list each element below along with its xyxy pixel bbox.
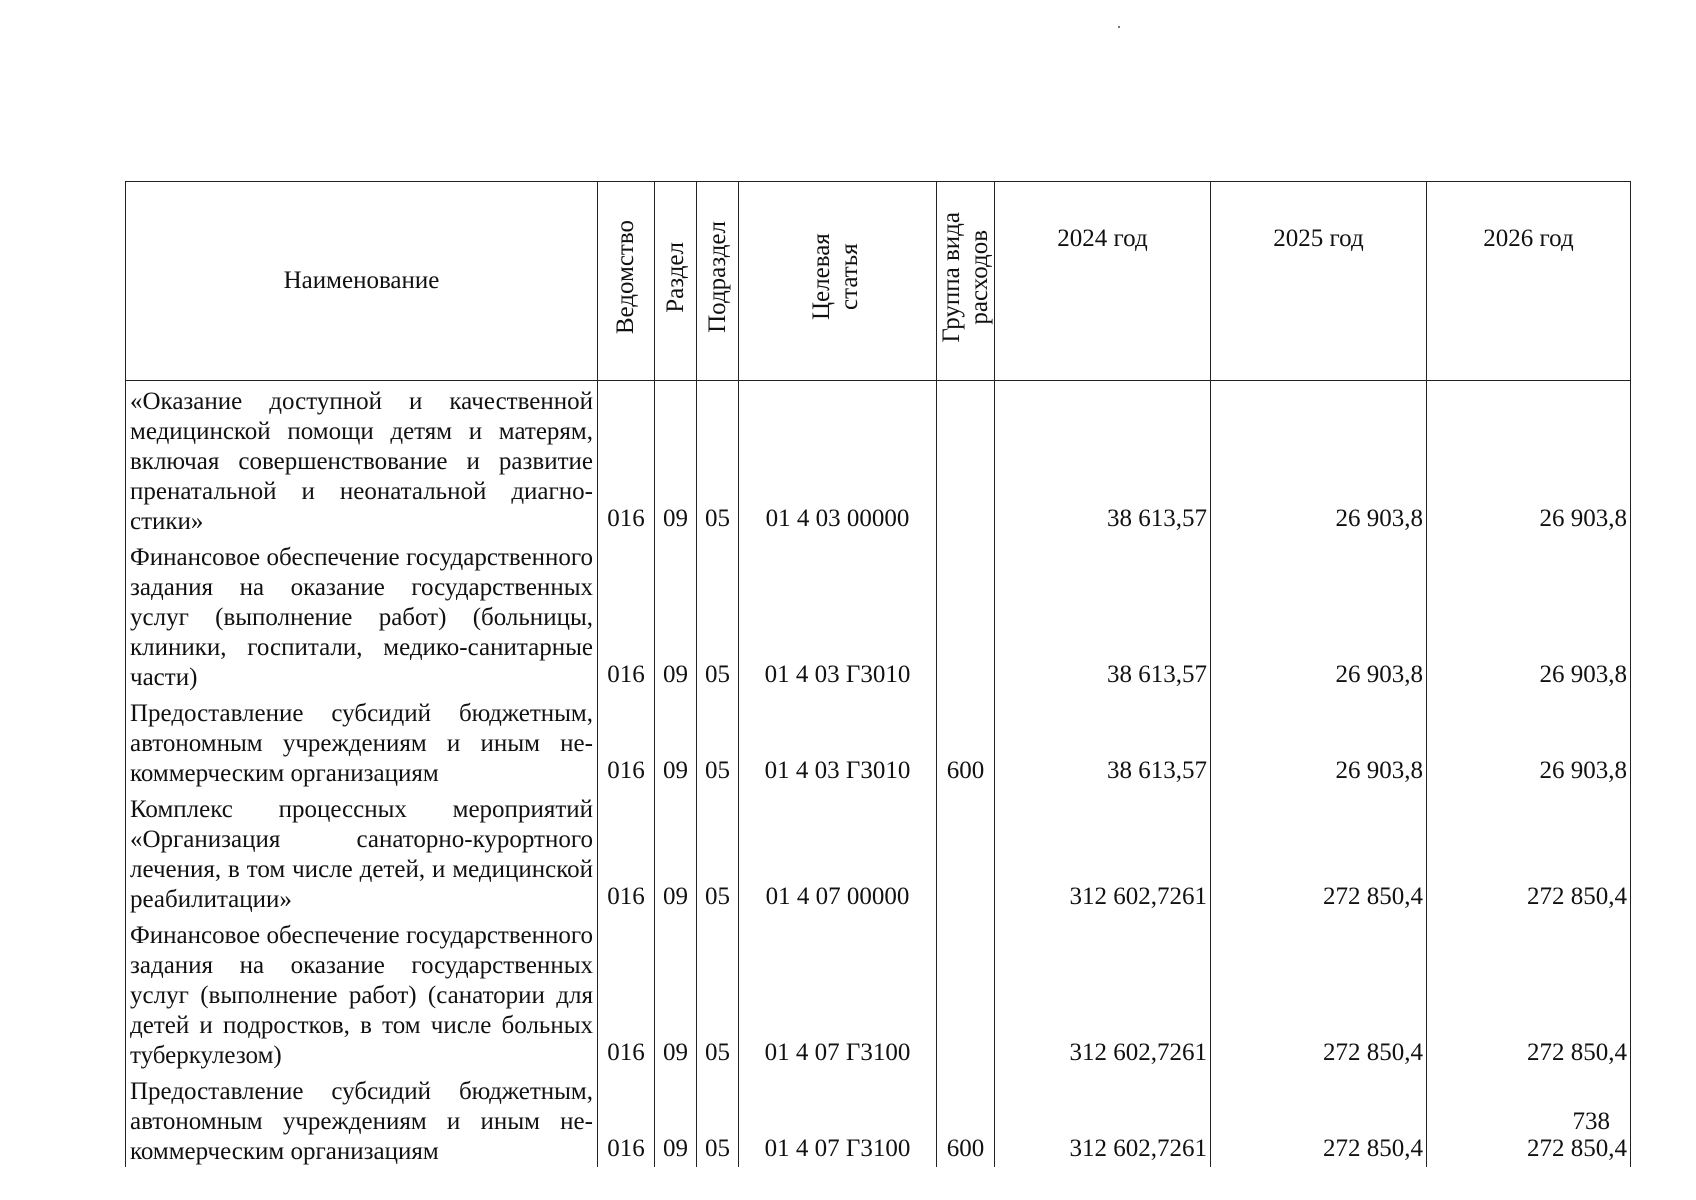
table-row xyxy=(126,693,1631,789)
header-section: Раздел xyxy=(655,182,697,381)
table-row xyxy=(126,537,1631,693)
row-amount-2026: 26 903,8 xyxy=(1427,537,1631,693)
row-department: 016 xyxy=(598,537,655,693)
row-target-article: 01 4 07 00000 xyxy=(739,789,937,915)
row-subsection: 05 xyxy=(697,789,739,915)
page-number: 738 xyxy=(1572,1108,1610,1135)
row-amount-2024: 38 613,57 xyxy=(995,381,1211,538)
header-year-2025: 2025 год xyxy=(1211,182,1427,381)
row-target-article: 01 4 03 Г3010 xyxy=(739,693,937,789)
header-year-2024: 2024 год xyxy=(995,182,1211,381)
row-target-article: 01 4 03 Г3010 xyxy=(739,537,937,693)
budget-table xyxy=(125,181,1631,1167)
row-amount-2024: 312 602,7261 xyxy=(995,1071,1211,1167)
row-amount-2025: 272 850,4 xyxy=(1211,789,1427,915)
row-section: 09 xyxy=(655,1071,697,1167)
header-expense-group: Группа вида расходов xyxy=(937,182,995,381)
row-section: 09 xyxy=(655,693,697,789)
header-name: Наименование xyxy=(126,182,598,381)
table-row xyxy=(126,915,1631,1071)
row-amount-2025: 26 903,8 xyxy=(1211,693,1427,789)
row-subsection: 05 xyxy=(697,915,739,1071)
row-department: 016 xyxy=(598,789,655,915)
header-year-2026: 2026 год xyxy=(1427,182,1631,381)
row-amount-2025: 26 903,8 xyxy=(1211,537,1427,693)
row-section: 09 xyxy=(655,381,697,538)
row-amount-2026: 26 903,8 xyxy=(1427,693,1631,789)
row-name: Финансовое обеспечение государственного задания на оказание государственных услуг (выполнение работ) (санатории для детей и подростков, в том числе больных туберкулезом) xyxy=(126,915,598,1071)
row-subsection: 05 xyxy=(697,1071,739,1167)
row-expense-group: 600 xyxy=(937,693,995,789)
row-amount-2026: 272 850,4 xyxy=(1427,915,1631,1071)
row-expense-group xyxy=(937,537,995,693)
row-target-article: 01 4 03 00000 xyxy=(739,381,937,538)
row-amount-2026: 272 850,4 xyxy=(1427,1071,1631,1167)
row-subsection: 05 xyxy=(697,381,739,538)
row-name: Комплекс процессных мероприятий «Организация санаторно-курортного лечения, в том числе детей, и медицинской реабилитации» xyxy=(126,789,598,915)
row-amount-2024: 312 602,7261 xyxy=(995,915,1211,1071)
row-name: Предоставление субсидий бюджетным, автономным учреждениям и иным некоммерческим организациям xyxy=(126,1071,598,1167)
table-header xyxy=(126,182,1631,381)
row-name: Финансовое обеспечение государственного задания на оказание государственных услуг (выполнение работ) (больницы, клиники, госпитали, медико-санитарные части) xyxy=(126,537,598,693)
row-amount-2024: 312 602,7261 xyxy=(995,789,1211,915)
row-expense-group xyxy=(937,381,995,538)
row-amount-2026: 272 850,4 xyxy=(1427,789,1631,915)
row-expense-group xyxy=(937,789,995,915)
header-department: Ведомство xyxy=(598,182,655,381)
row-amount-2025: 272 850,4 xyxy=(1211,1071,1427,1167)
table-row xyxy=(126,789,1631,915)
table-body xyxy=(126,381,1631,1168)
row-section: 09 xyxy=(655,537,697,693)
row-section: 09 xyxy=(655,789,697,915)
row-amount-2025: 26 903,8 xyxy=(1211,381,1427,538)
table-row xyxy=(126,1071,1631,1167)
header-subsection: Подраздел xyxy=(697,182,739,381)
row-name: Предоставление субсидий бюджетным, автономным учреждениям и иным некоммерческим организациям xyxy=(126,693,598,789)
row-subsection: 05 xyxy=(697,693,739,789)
row-subsection: 05 xyxy=(697,537,739,693)
scan-speck xyxy=(1118,26,1120,28)
row-target-article: 01 4 07 Г3100 xyxy=(739,1071,937,1167)
row-amount-2025: 272 850,4 xyxy=(1211,915,1427,1071)
row-section: 09 xyxy=(655,915,697,1071)
row-department: 016 xyxy=(598,1071,655,1167)
header-target-article: Целевая статья xyxy=(739,182,937,381)
row-target-article: 01 4 07 Г3100 xyxy=(739,915,937,1071)
row-expense-group: 600 xyxy=(937,1071,995,1167)
row-amount-2026: 26 903,8 xyxy=(1427,381,1631,538)
row-expense-group xyxy=(937,915,995,1071)
row-department: 016 xyxy=(598,381,655,538)
row-department: 016 xyxy=(598,693,655,789)
row-amount-2024: 38 613,57 xyxy=(995,537,1211,693)
row-name: «Оказание доступной и качественной медицинской помощи детям и матерям, включая совершенствование и развитие пренатальной и неонатальной диагностики» xyxy=(126,381,598,538)
row-amount-2024: 38 613,57 xyxy=(995,693,1211,789)
row-department: 016 xyxy=(598,915,655,1071)
table-row xyxy=(126,381,1631,538)
